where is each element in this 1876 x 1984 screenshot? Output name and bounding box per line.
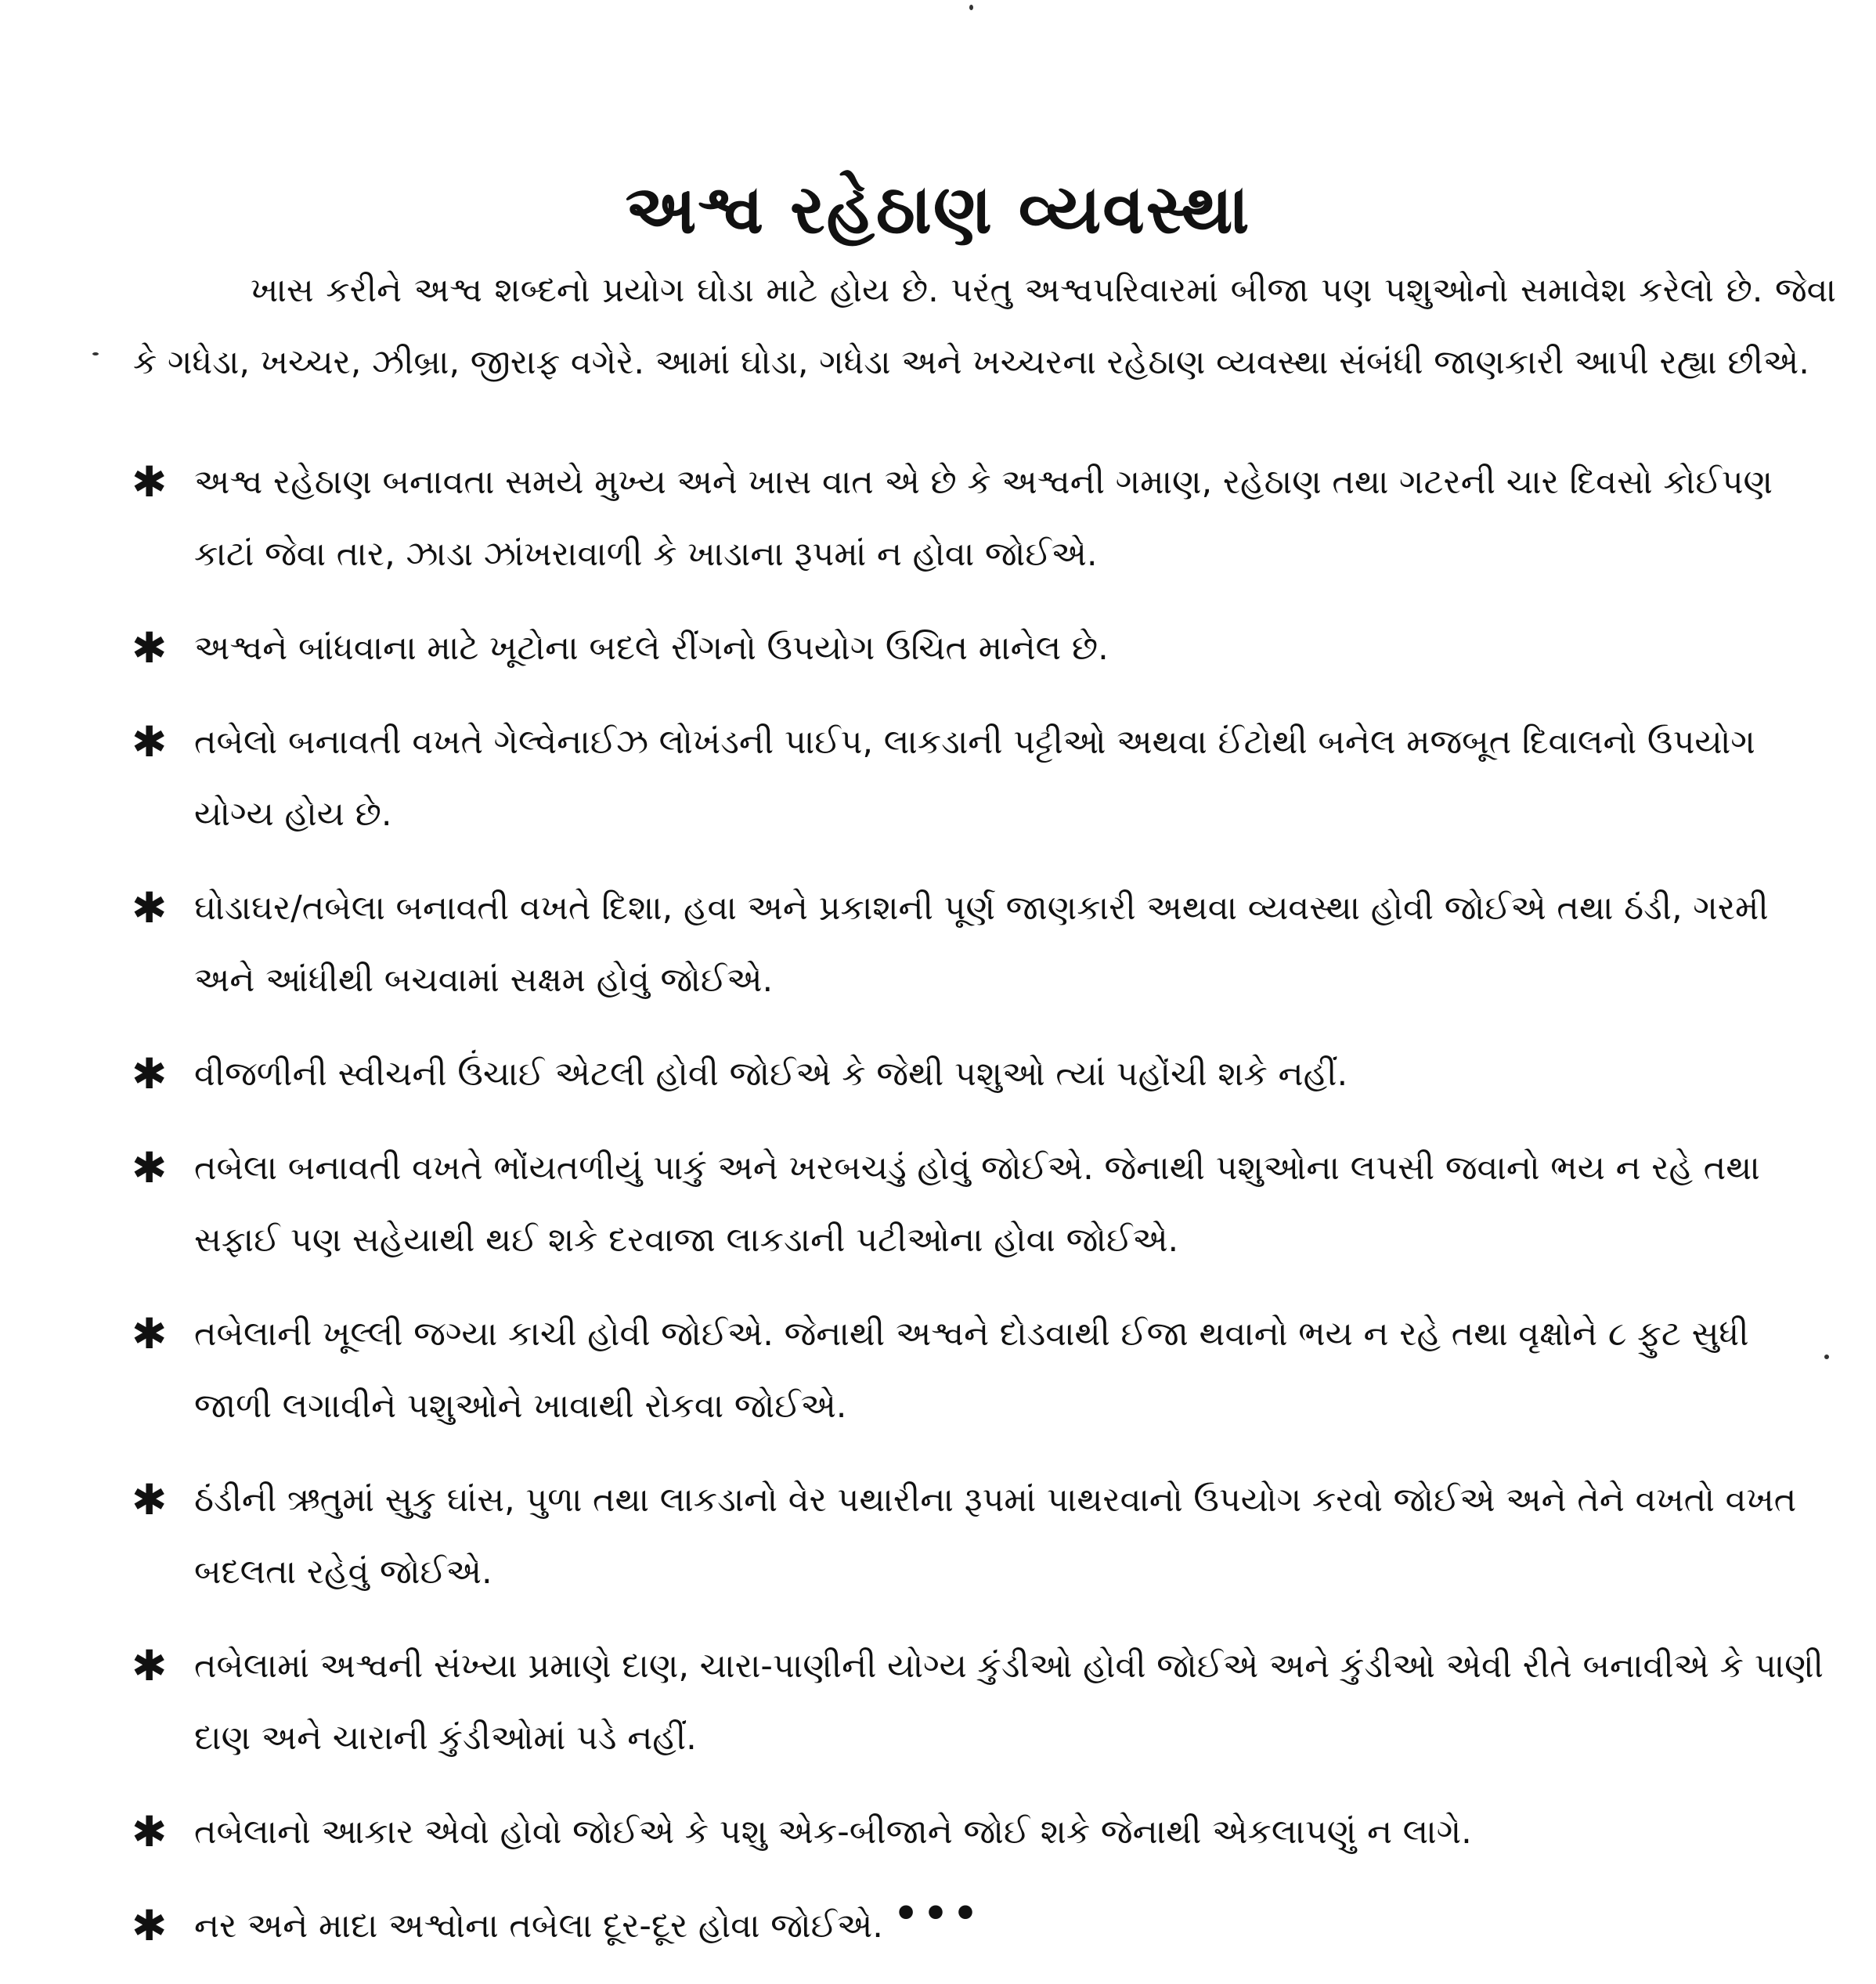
asterisk-icon: ✱: [132, 1049, 168, 1098]
end-of-section-dots: •••: [893, 1891, 983, 1936]
list-item-text: વીજળીની સ્વીચની ઉંચાઈ એટલી હોવી જોઈએ કે જેથી પશુઓ ત્યાં પહોંચી શકે નહીં.: [194, 1055, 1348, 1094]
list-item: [125, 1464, 1836, 1608]
list-item: [125, 706, 1836, 850]
page-title: અશ્વ રહેઠાણ વ્યવસ્થા: [625, 170, 1251, 249]
list-item-text: તબેલામાં અશ્વની સંખ્યા પ્રમાણે દાણ, ચારા-પાણીની યોગ્ય કુંડીઓ હોવી જોઈએ અને કુંડીઓ એવી રીતે બનાવીએ કે પાણી દાણ અને ચારાની કુંડીઓમાં પડે નહીં.: [194, 1647, 1824, 1758]
asterisk-icon: ✱: [132, 883, 168, 932]
list-item-text: ઘોડાઘર/તબેલા બનાવતી વખતે દિશા, હવા અને પ્રકાશની પૂર્ણ જાણકારી અથવા વ્યવસ્થા હોવી જોઈએ તથા ઠંડી, ગરમી અને આંધીથી બચવામાં સક્ષમ હોવું જોઈએ.: [194, 889, 1769, 1000]
asterisk-icon: ✱: [132, 1309, 168, 1358]
intro-paragraph: ખાસ કરીને અશ્વ શબ્દનો પ્રયોગ ઘોડા માટે હોય છે. પરંતુ અશ્વપરિવારમાં બીજા પણ પશુઓનો સમાવેશ કરેલો છે. જેવા કે ગધેડા, ખચ્ચર, ઝીબ્રા, જીરાફ વગેરે. આમાં ઘોડા, ગધેડા અને ખચ્ચરના રહેઠાણ વ્યવસ્થા સંબંધી જાણકારી આપી રહ્યા છીએ.: [133, 271, 1836, 382]
list-item-text: તબેલો બનાવતી વખતે ગેલ્વેનાઈઝ લોખંડની પાઈપ, લાકડાની પટ્ટીઓ અથવા ઈંટોથી બનેલ મજબૂત દિવાલનો ઉપયોગ યોગ્ય હોય છે.: [194, 723, 1755, 834]
asterisk-icon: ✱: [132, 1143, 168, 1192]
asterisk-icon: ✱: [132, 1901, 168, 1950]
list-item-text: ઠંડીની ઋતુમાં સુકુ ઘાંસ, પુળા તથા લાકડાનો વેર પથારીના રૂપમાં પાથરવાનો ઉપયોગ કરવો જોઈએ અને તેને વખતો વખત બદલતા રહેવું જોઈએ.: [194, 1481, 1797, 1592]
asterisk-icon: ✱: [132, 457, 168, 507]
asterisk-icon: ✱: [132, 1641, 168, 1690]
list-item: [125, 1132, 1836, 1276]
asterisk-icon: ✱: [132, 1475, 168, 1524]
asterisk-icon: ✱: [132, 1807, 168, 1856]
list-item-text: તબેલાની ખૂલ્લી જગ્યા કાચી હોવી જોઈએ. જેનાથી અશ્વને દોડવાથી ઈજા થવાનો ભય ન રહે તથા વૃક્ષોને ૮ ફુટ સુધી જાળી લગાવીને પશુઓને ખાવાથી રોકવા જોઈએ.: [194, 1315, 1749, 1426]
asterisk-icon: ✱: [132, 717, 168, 767]
list-item: [125, 872, 1836, 1016]
list-item-text: અશ્વ રહેઠાણ બનાવતા સમયે મુખ્ય અને ખાસ વાત એ છે કે અશ્વની ગમાણ, રહેઠાણ તથા ગટરની ચાર દિવસો કોઈપણ કાટાં જેવા તાર, ઝાડા ઝાંખરાવાળી કે ખાડાના રૂપમાં ન હોવા જોઈએ.: [194, 463, 1773, 574]
list-item-text: નર અને માદા અશ્વોના તબેલા દૂર-દૂર હોવા જોઈએ.: [194, 1906, 883, 1946]
bullet-list: [125, 446, 1836, 1984]
list-item: [125, 612, 1836, 684]
list-item: [125, 1298, 1836, 1442]
list-item: [125, 1630, 1836, 1774]
list-item-text: તબેલાનો આકાર એવો હોવો જોઈએ કે પશુ એક-બીજાને જોઈ શકે જેનાથી એકલાપણું ન લાગે.: [194, 1813, 1472, 1852]
list-item: [125, 1038, 1836, 1110]
asterisk-icon: ✱: [132, 623, 168, 673]
list-item-text: તબેલા બનાવતી વખતે ભોંયતળીયું પાકું અને ખરબચડું હોવું જોઈએ. જેનાથી પશુઓના લપસી જવાનો ભય ન રહે તથા સફાઈ પણ સહેયાથી થઈ શકે દરવાજા લાકડાની પટીઓના હોવા જોઈએ.: [194, 1149, 1760, 1260]
scan-speck: [92, 352, 99, 355]
list-item-text: અશ્વને બાંધવાના માટે ખૂટોના બદલે રીંગનો ઉપયોગ ઉચિત માનેલ છે.: [194, 629, 1109, 668]
list-item: [125, 1796, 1836, 1868]
list-item: [125, 446, 1836, 590]
scan-speck: [969, 5, 973, 10]
